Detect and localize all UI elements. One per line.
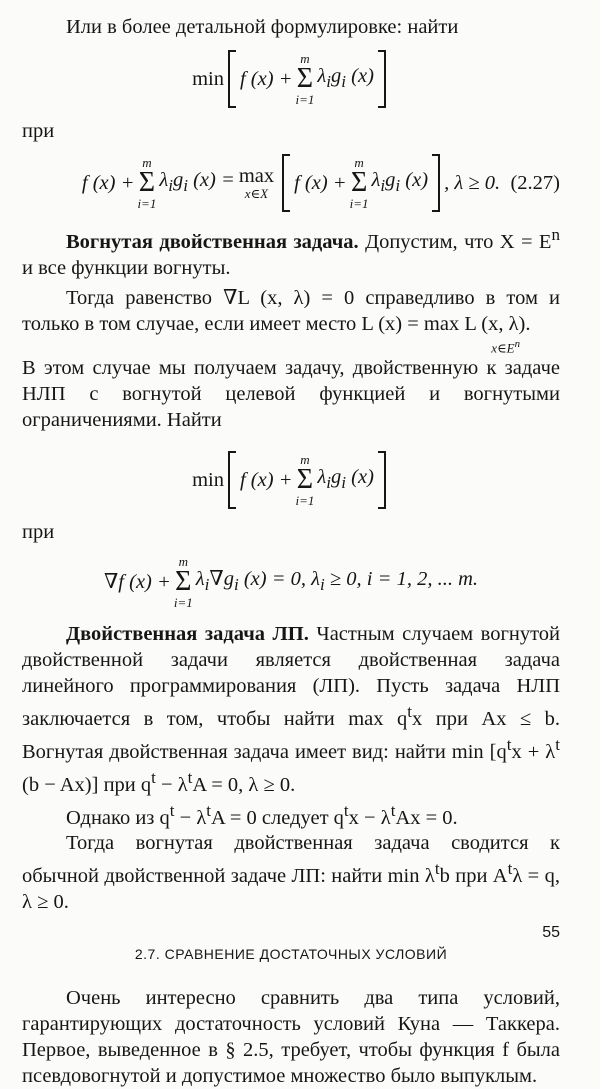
label-pri: при <box>22 521 55 544</box>
paragraph-reduces: Тогда вогнутая двойственная задача сводится к обычной двойственной задаче ЛП: найти $\min \lambda^tb$ при $A^t\lambda = q$, λ ≥ 0. <box>22 832 560 914</box>
label-pri: при <box>22 120 55 142</box>
sum-symbol: m Σ i=1 <box>349 155 369 211</box>
right-bracket <box>432 154 440 212</box>
formula-lhs: f (x) + <box>81 172 135 194</box>
paragraph-concave-dual: Вогнутая двойственная задача. Допустим, что $X = E^n$ и все функции вогнуты. <box>22 225 561 279</box>
page-number: 55 <box>542 924 560 941</box>
formula-min-2: min f (x) + m Σ i=1 $\lambda_ig_i$ (x) <box>22 451 560 509</box>
formula-2-27: f (x) + m Σ i=1 $\lambda_ig_i$ (x) = max x∈X f (x) + m Σ i=1 $\lambda_ig_i$ (x) , λ ≥ 0. (2.27) <box>81 155 560 211</box>
section-heading: 2.7. СРАВНЕНИЕ ДОСТАТОЧНЫХ УСЛОВИЙ <box>134 946 448 963</box>
sum-symbol <box>296 52 315 106</box>
term: $\lambda_ig_i$ (x) = <box>159 168 235 196</box>
equation-number: (2.27) <box>510 172 560 194</box>
paragraph-comparison: Очень интересно сравнить два типа условий, гарантирующих достаточность условий Куна — Таккера. Первое, выведенное в § 2.5, требует, чтобы функция f была псевдовогнутой и допустимое множество было выпуклым. <box>22 987 560 1088</box>
min-operator: min <box>192 68 224 90</box>
sum-upper: m <box>300 51 310 66</box>
right-bracket <box>378 50 386 108</box>
left-bracket <box>282 154 290 212</box>
paragraph-equality: Тогда равенство ∇L (x, λ) = 0 справедливо в том и только в том случае, если имеет место L (x) = max L (x, λ). $x\in E^n$ <box>22 286 560 356</box>
sum-lower: i=1 <box>295 92 315 107</box>
max-operator: max x∈X <box>238 164 275 202</box>
sigma-glyph: Σ <box>296 63 314 94</box>
paragraph-dual-problem: В этом случае мы получаем задачу, двойственную к задаче НЛП с вогнутой целевой функцией и вогнутыми ограничениями. Найти <box>22 357 560 432</box>
formula-gradient: ∇f (x) + m Σ i=1 $\lambda_i\nabla g_i$ (x) = 0, $\lambda_i \ge 0$, i = 1, 2, ... m. <box>103 554 479 611</box>
term: $\lambda_ig_i$ (x) <box>317 64 374 92</box>
formula-lhs: f (x) + <box>239 68 293 90</box>
paragraph-intro: Или в более детальной формулировке: найти <box>66 16 459 38</box>
left-bracket <box>228 50 236 108</box>
sum-symbol: m Σ i=1 <box>137 155 157 211</box>
formula-min-1 <box>22 50 560 108</box>
paragraph-lp-dual: Двойственная задача ЛП. Частным случаем вогнутой двойственной задачи является двойственная задача линейного программирования (ЛП). Пусть задача НЛП заключается в том, чтобы найти $\max q^tx$ при Ax ≤ b. Вогнутая двойственная задача имеет вид: найти $\min [q^tx + \lambda^t$ (b − Ax)] при $q^t - \lambda^tA = 0$, λ ≥ 0. <box>22 623 560 796</box>
paragraph-however: Однако из $q^t - \lambda^tA = 0$ следует $q^tx - \lambda^tAx = 0$. <box>66 800 458 829</box>
page-body <box>22 14 560 1089</box>
